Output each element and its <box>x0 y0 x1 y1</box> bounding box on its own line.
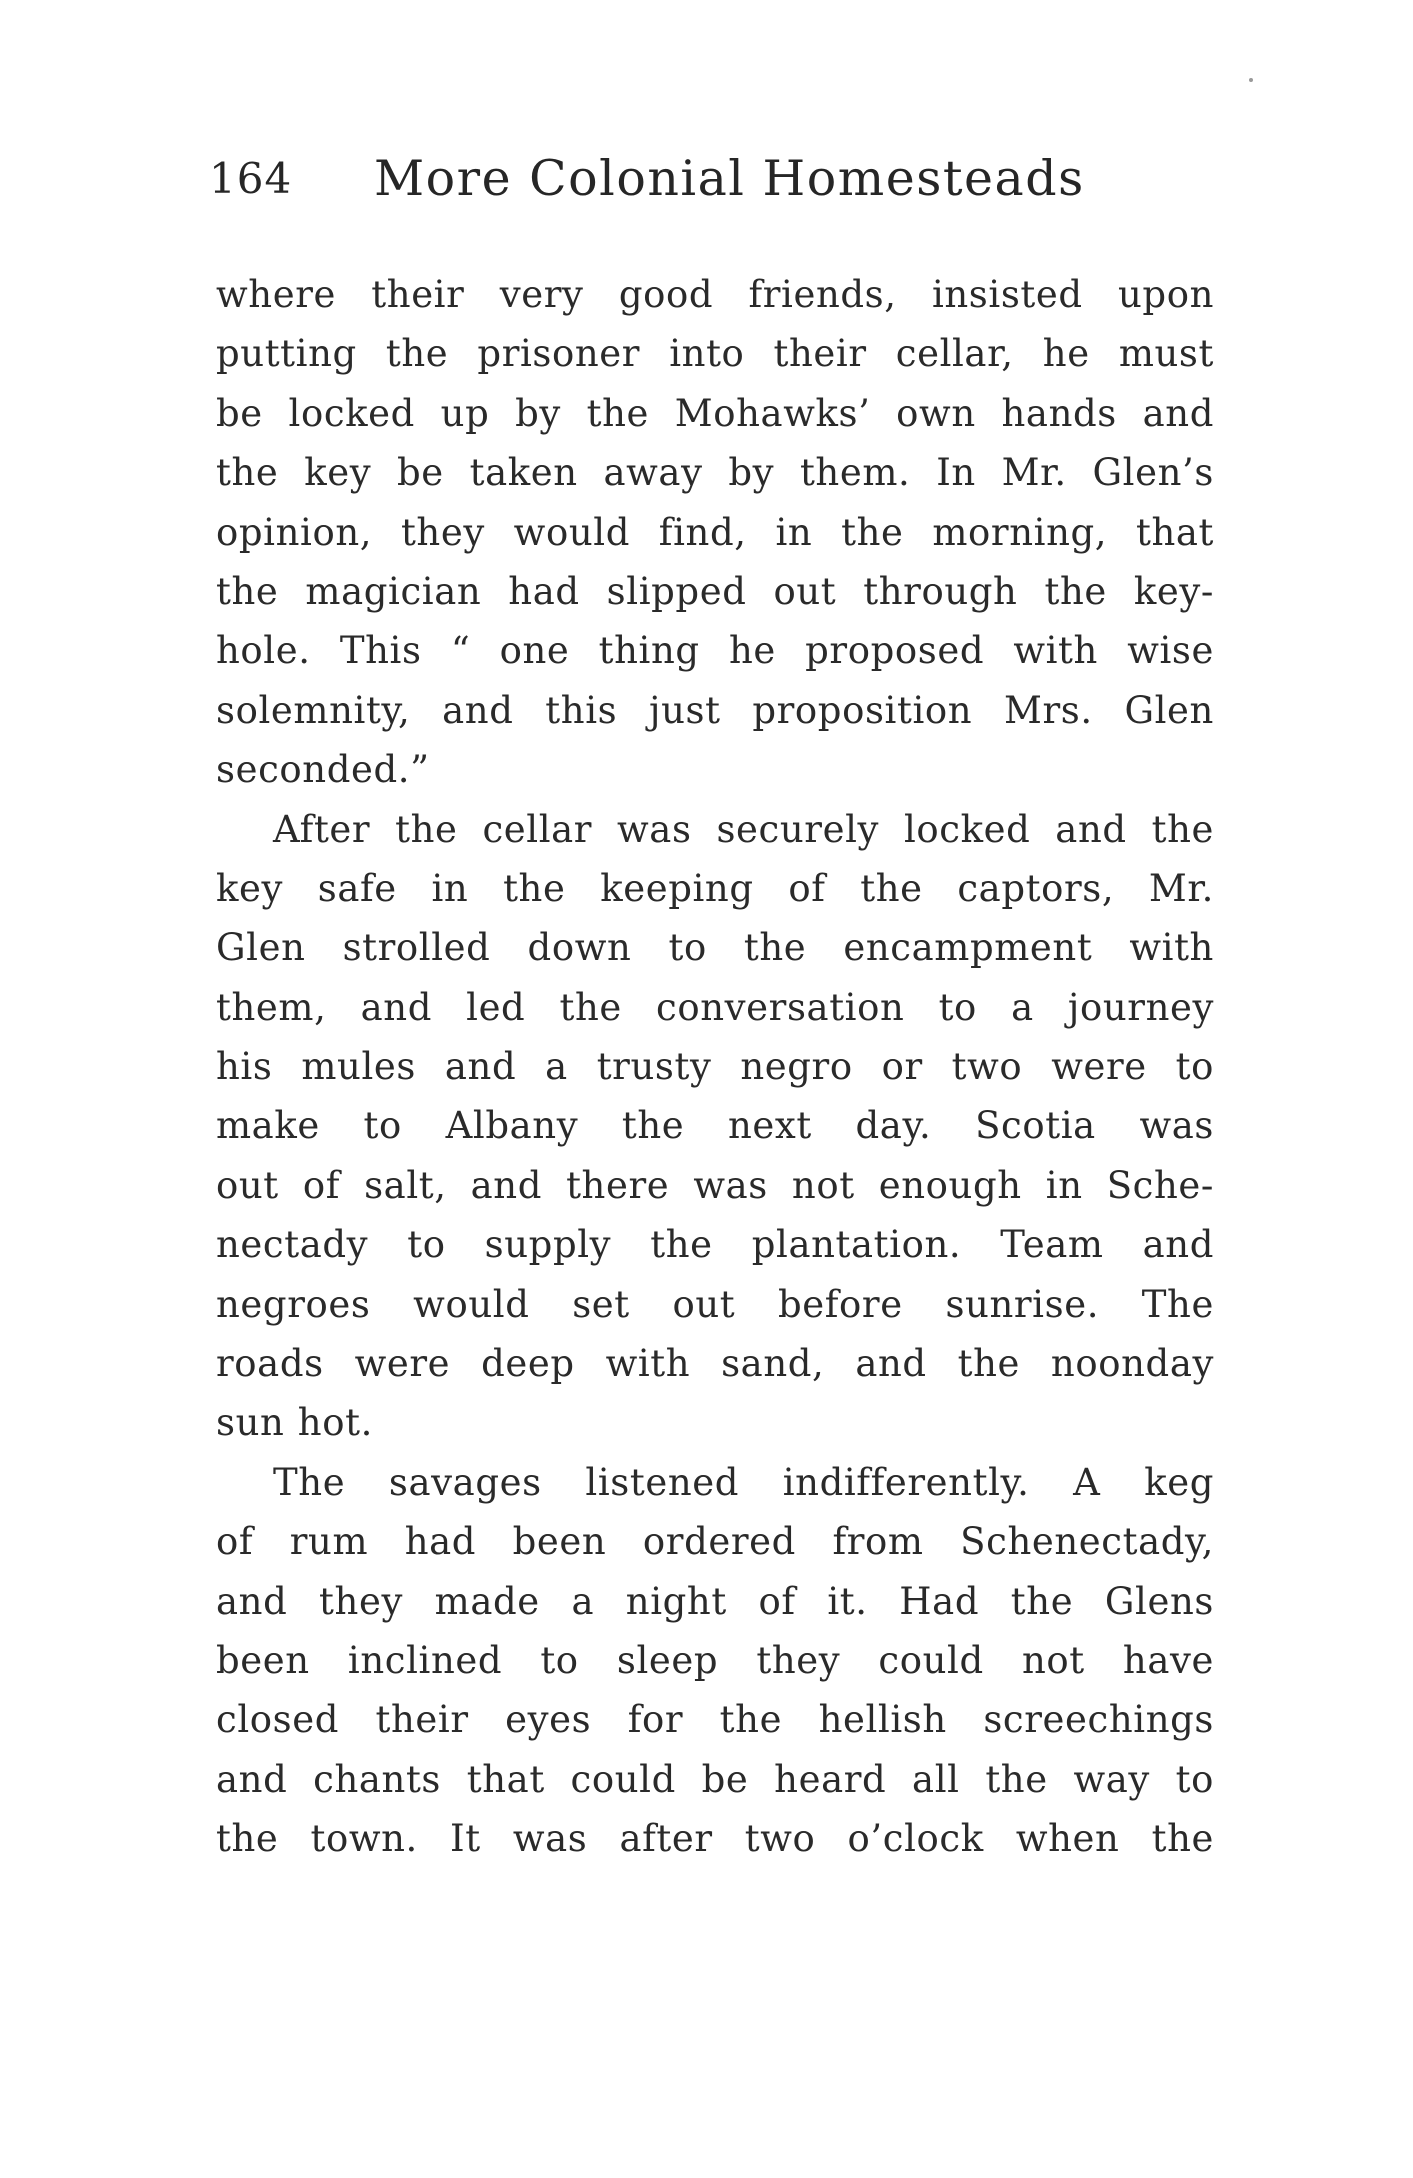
text-line: his mules and a trusty negro or two were to <box>216 1045 1214 1089</box>
text-line: the town. It was after two o’clock when the <box>216 1817 1214 1861</box>
body-text <box>216 265 1214 1869</box>
text-line: where their very good friends, insisted upon <box>216 273 1214 316</box>
text-line: seconded.” <box>216 748 430 792</box>
text-line: opinion, they would find, in the morning, that <box>216 510 1214 554</box>
text-line: After the cellar was securely locked and the <box>273 807 1214 851</box>
text-line: be locked up by the Mohawks’ own hands and <box>216 391 1214 435</box>
text-line: The savages listened indifferently. A keg <box>273 1460 1214 1504</box>
text-line: hole. This “ one thing he proposed with wise <box>216 629 1214 673</box>
text-line: the key be taken away by them. In Mr. Glen’s <box>216 451 1214 495</box>
text-line: and chants that could be heard all the way to <box>216 1757 1214 1801</box>
page-number: 164 <box>209 154 293 203</box>
text-line: roads were deep with sand, and the noonday <box>216 1342 1214 1386</box>
text-line: closed their eyes for the hellish screechings <box>216 1698 1214 1742</box>
page-header <box>209 150 1217 216</box>
paragraph <box>216 265 1214 800</box>
text-line: putting the prisoner into their cellar, he must <box>216 332 1214 376</box>
text-line: negroes would set out before sunrise. The <box>216 1282 1214 1326</box>
paper-speck <box>1249 78 1253 82</box>
text-line: been inclined to sleep they could not have <box>216 1638 1214 1682</box>
text-line: them, and led the conversation to a journey <box>216 985 1214 1029</box>
running-title: More Colonial Homesteads <box>374 150 1085 207</box>
paragraph <box>216 800 1214 1453</box>
text-line: Glen strolled down to the encampment with <box>216 926 1214 970</box>
text-line: the magician had slipped out through the key- <box>216 569 1214 613</box>
text-line: and they made a night of it. Had the Glens <box>216 1579 1214 1623</box>
text-line: nectady to supply the plantation. Team and <box>216 1223 1214 1267</box>
text-line: out of salt, and there was not enough in Sche- <box>216 1163 1214 1207</box>
text-line: solemnity, and this just proposition Mrs. Glen <box>216 688 1214 732</box>
text-line: key safe in the keeping of the captors, Mr. <box>216 866 1214 910</box>
text-line: make to Albany the next day. Scotia was <box>216 1104 1214 1148</box>
text-line: sun hot. <box>216 1401 373 1445</box>
paragraph <box>216 1453 1214 1869</box>
text-line: of rum had been ordered from Schenectady, <box>216 1520 1214 1564</box>
